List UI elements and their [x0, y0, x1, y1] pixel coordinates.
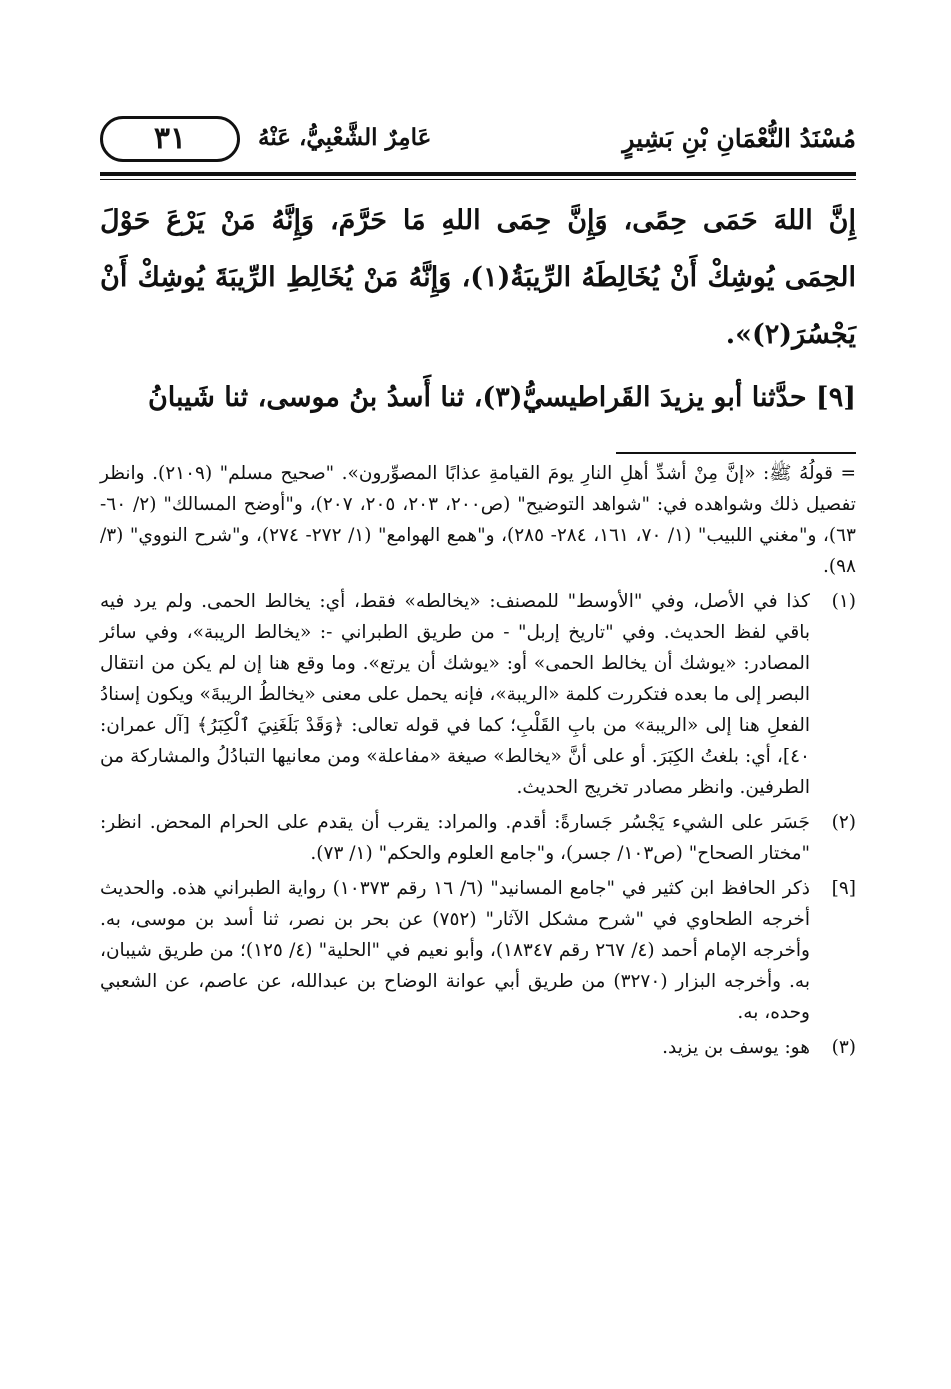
hadith-paragraph: إِنَّ اللهَ حَمَى حِمًى، وَإِنَّ حِمَى اللهِ مَا حَرَّمَ، وَإِنَّهُ مَنْ يَرْعَ حَوْلَ الحِمَى يُوشِكْ أَنْ يُخَالِطَهُ الرِّيبَةُ(١)، وَإِنَّهُ مَنْ يُخَالِطِ الرِّيبَةَ يُوشِكْ أَنْ يَجْسُرَ(٢)».: [100, 205, 856, 350]
header-rule-thick: [100, 172, 856, 176]
footnote-1: [100, 586, 856, 803]
footnote-mark: (١): [831, 591, 856, 612]
footnote-mark: (٣): [831, 1037, 856, 1058]
page-header: [100, 110, 856, 172]
header-rule-thin: [100, 179, 856, 180]
footnote-3: [100, 1032, 856, 1063]
isnad-paragraph: [٩] حدَّثنا أبو يزيدَ القَراطيسيُّ(٣)، ثنا أَسدُ بنُ موسى، ثنا شَيبانُ: [147, 382, 856, 413]
footnote-text: هو: يوسف بن يزيد.: [662, 1037, 810, 1058]
footnote-continuation: [100, 458, 856, 582]
footnote-2: [100, 807, 856, 869]
book-title: مُسْنَدُ النُّعْمَانِ بْنِ بَشِيرٍ: [622, 124, 856, 153]
footnote-9: [100, 873, 856, 1028]
footnotes: [100, 458, 856, 1067]
footnote-mark: [٩]: [831, 878, 856, 899]
chapter-title: عَامِرٌ الشَّعْبِيُّ، عَنْهُ: [258, 124, 432, 151]
footnote-separator: [616, 452, 856, 454]
page-number: ٣١: [100, 116, 240, 162]
footnote-text: ذكر الحافظ ابن كثير في "جامع المسانيد" (٦/ ١٦ رقم ١٠٣٧٣) رواية الطبراني هذه. والحديث أخرجه الطحاوي في "شرح مشكل الآثار" (٧٥٢) عن بحر بن نصر، ثنا أسد بن موسى، به. وأخرجه الإمام أحمد (٤/ ٢٦٧ رقم ١٨٣٤٧)، وأبو نعيم في "الحلية" (٤/ ١٢٥)؛ من طريق شيبان، به. وأخرجه البزار (٣٢٧٠) من طريق أبي عوانة الوضاح بن عبدالله، عن عاصم، عن الشعبي وحده، به.: [100, 878, 811, 1023]
footnote-text: كذا في الأصل، وفي "الأوسط" للمصنف: «يخالطه» فقط، أي: يخالط الحمى. ولم يرد فيه باقي لفظ الحديث. وفي "تاريخ إربل" - من طريق الطبراني -: «يخالط الريبة»، وفي سائر المصادر: «يوشك أن يخالط الحمى» أو: «يوشك أن يرتع». وما وقع هنا إن لم يكن من انتقال البصر إلى ما بعده فتكررت كلمة «الريبة»، فإنه يحمل على معنى «يخالطُ الريبةَ» ويكون إسنادُ الفعلِ هنا إلى «الريبة» من بابِ القَلْبِ؛ كما في قوله تعالى: ﴿وَقَدْ بَلَغَنِيَ ٱلْكِبَرُ﴾ [آل عمران: ٤٠]، أي: بلغتُ الكِبَرَ. أو على أنَّ «يخالط» صيغة «مفاعلة» ومن معانيها التبادُلُ والمشاركة من الطرفين. وانظر مصادر تخريج الحديث.: [100, 591, 810, 798]
footnote-text: جَسَر على الشيء يَجْسُر جَسارةً: أقدم. والمراد: يقرب أن يقدم على الحرام المحض. انظر: "مختار الصحاح" (ص١٠٣/ جسر)، و"جامع العلوم والحكم" (١/ ٧٣).: [100, 812, 810, 864]
footnote-mark: (٢): [831, 812, 856, 833]
footnote-text: = قولُهُ ﷺ: «إنَّ مِنْ أشدِّ أهلِ النارِ يومَ القيامةِ عذابًا المصوِّرون». "صحيح مسلم" (٢١٠٩). وانظر تفصيل ذلك وشواهده في: "شواهد التوضيح" (ص٢٠٠، ٢٠٣، ٢٠٥، ٢٠٧)، و"أوضح المسالك" (٢/ ٦٠- ٦٣)، و"مغني اللبيب" (١/ ٧٠، ١٦١، ٢٨٤- ٢٨٥)، و"همع الهوامع" (١/ ٢٧٢- ٢٧٤)، و"شرح النووي" (٣/ ٩٨).: [100, 463, 857, 577]
main-text: [100, 192, 856, 426]
